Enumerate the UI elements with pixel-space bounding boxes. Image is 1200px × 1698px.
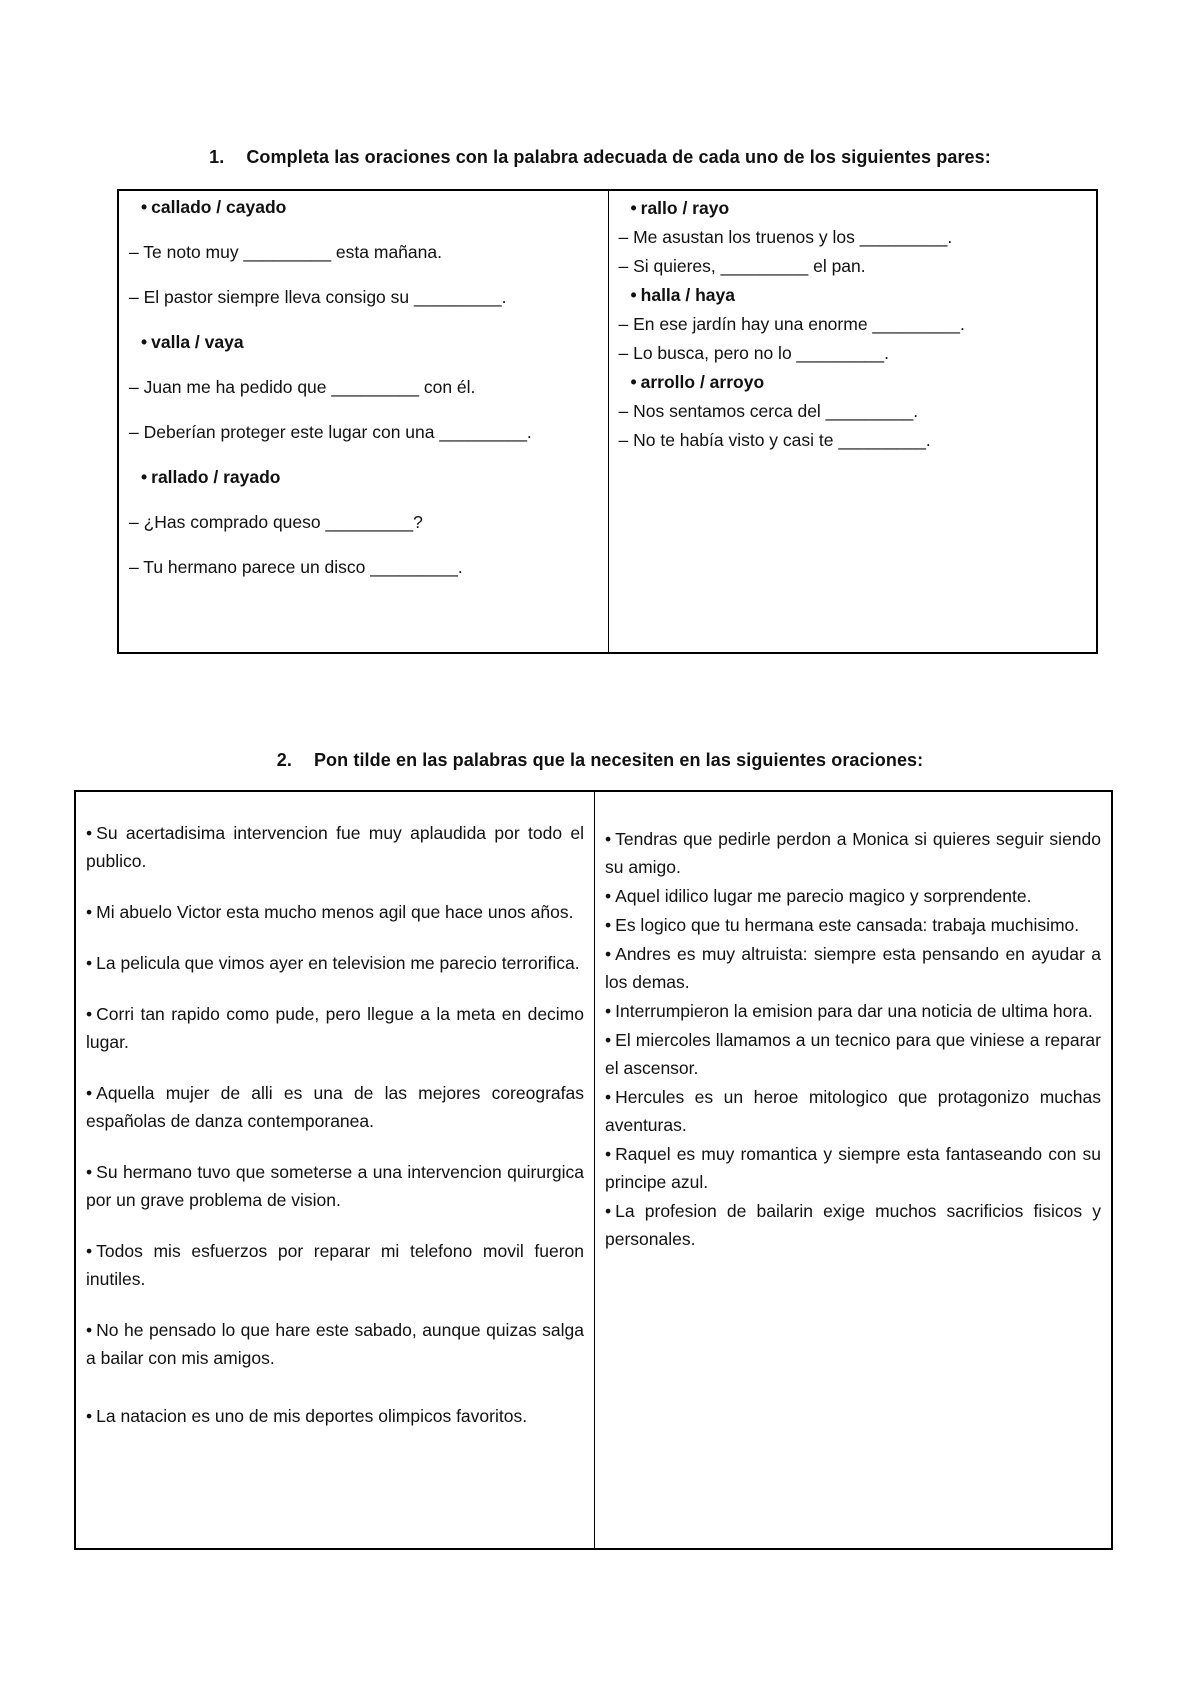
word-pair-label bbox=[129, 194, 598, 221]
accent-sentence-text: Andres es muy altruista: siempre esta pensando en ayudar a los demas. bbox=[605, 944, 1101, 992]
exercise-2-title: Pon tilde en las palabras que la necesiten en las siguientes oraciones: bbox=[313, 750, 924, 770]
bullet-icon: • bbox=[86, 902, 93, 922]
accent-sentence-text: La pelicula que vimos ayer en television me parecio terrorifica. bbox=[96, 953, 580, 973]
accent-sentence bbox=[86, 1316, 584, 1372]
accent-sentence bbox=[605, 911, 1101, 939]
bullet-icon: • bbox=[605, 915, 612, 935]
bullet-icon: • bbox=[141, 467, 148, 487]
fill-blank-sentence: – Deberían proteger este lugar con una _________. bbox=[129, 422, 532, 442]
fill-blank-sentence: – El pastor siempre lleva consigo su _________. bbox=[129, 287, 507, 307]
accent-sentence-text: La natacion es uno de mis deportes olimpicos favoritos. bbox=[96, 1406, 528, 1426]
exercise-2-table bbox=[74, 790, 1113, 1550]
word-pair-label bbox=[129, 464, 598, 491]
fill-blank-sentence: – En ese jardín hay una enorme _________. bbox=[618, 314, 965, 334]
accent-sentence bbox=[86, 898, 584, 926]
bullet-icon: • bbox=[630, 285, 637, 305]
accent-sentence-text: Tendras que pedirle perdon a Monica si quieres seguir siendo su amigo. bbox=[605, 829, 1101, 877]
word-pair-label bbox=[619, 281, 1087, 310]
accent-sentence-text: La profesion de bailarin exige muchos sacrificios fisicos y personales. bbox=[605, 1201, 1101, 1249]
bullet-icon: • bbox=[141, 332, 148, 352]
accent-sentence bbox=[86, 1237, 584, 1293]
word-pair-text: valla / vaya bbox=[151, 332, 244, 352]
exercise-1-left-column bbox=[119, 191, 608, 652]
bullet-icon: • bbox=[86, 1241, 93, 1261]
accent-sentence bbox=[605, 940, 1101, 996]
accent-sentence-text: Interrumpieron la emision para dar una noticia de ultima hora. bbox=[615, 1001, 1093, 1021]
accent-sentence bbox=[605, 1026, 1101, 1082]
fill-blank-sentence: – Me asustan los truenos y los _________. bbox=[618, 227, 953, 247]
word-pair-label bbox=[129, 329, 598, 356]
accent-sentence-text: Es logico que tu hermana este cansada: trabaja muchisimo. bbox=[615, 915, 1080, 935]
fill-blank-sentence: – Si quieres, _________ el pan. bbox=[618, 256, 866, 276]
word-pair-label bbox=[619, 194, 1087, 223]
bullet-icon: • bbox=[605, 829, 612, 849]
exercise-1-table bbox=[117, 189, 1098, 654]
exercise-1-heading bbox=[0, 147, 1200, 168]
exercise-2-right-column bbox=[594, 792, 1111, 1548]
bullet-icon: • bbox=[605, 886, 612, 906]
accent-sentence-text: Su acertadisima intervencion fue muy aplaudida por todo el publico. bbox=[86, 823, 584, 871]
word-pair-label bbox=[619, 368, 1087, 397]
bullet-icon: • bbox=[86, 1406, 93, 1426]
fill-blank-sentence: – Nos sentamos cerca del _________. bbox=[618, 401, 919, 421]
exercise-1-right-column bbox=[608, 191, 1097, 652]
accent-sentence-text: Raquel es muy romantica y siempre esta fantaseando con su principe azul. bbox=[605, 1144, 1101, 1192]
bullet-icon: • bbox=[86, 1320, 93, 1340]
accent-sentence bbox=[605, 825, 1101, 881]
bullet-icon: • bbox=[605, 1144, 612, 1164]
word-pair-text: arrollo / arroyo bbox=[640, 372, 765, 392]
word-pair-text: rallado / rayado bbox=[151, 467, 281, 487]
accent-sentence-text: El miercoles llamamos a un tecnico para que viniese a reparar el ascensor. bbox=[605, 1030, 1101, 1078]
bullet-icon: • bbox=[141, 197, 148, 217]
bullet-icon: • bbox=[86, 1083, 93, 1103]
exercise-2-heading bbox=[0, 750, 1200, 771]
accent-sentence-text: Todos mis esfuerzos por reparar mi telefono movil fueron inutiles. bbox=[86, 1241, 584, 1289]
word-pair-text: rallo / rayo bbox=[640, 198, 730, 218]
bullet-icon: • bbox=[605, 1087, 612, 1107]
fill-blank-sentence: – Te noto muy _________ esta mañana. bbox=[129, 242, 442, 262]
bullet-icon: • bbox=[605, 1201, 612, 1221]
fill-blank-sentence: – No te había visto y casi te _________. bbox=[618, 430, 931, 450]
accent-sentence bbox=[86, 1000, 584, 1056]
fill-blank-sentence: – Lo busca, pero no lo _________. bbox=[618, 343, 889, 363]
word-pair-text: callado / cayado bbox=[151, 197, 287, 217]
accent-sentence-text: Corri tan rapido como pude, pero llegue a la meta en decimo lugar. bbox=[86, 1004, 584, 1052]
accent-sentence bbox=[605, 1140, 1101, 1196]
accent-sentence bbox=[86, 949, 584, 977]
accent-sentence bbox=[605, 997, 1101, 1025]
accent-sentence-text: No he pensado lo que hare este sabado, aunque quizas salga a bailar con mis amigos. bbox=[86, 1320, 584, 1368]
fill-blank-sentence: – Tu hermano parece un disco _________. bbox=[129, 557, 463, 577]
bullet-icon: • bbox=[86, 823, 93, 843]
exercise-1-number: 1. bbox=[209, 147, 225, 167]
exercise-2-left-column bbox=[76, 792, 594, 1548]
accent-sentence bbox=[605, 1197, 1101, 1253]
accent-sentence bbox=[86, 1079, 584, 1135]
accent-sentence-text: Hercules es un heroe mitologico que protagonizo muchas aventuras. bbox=[605, 1087, 1101, 1135]
accent-sentence bbox=[605, 1083, 1101, 1139]
accent-sentence bbox=[86, 1158, 584, 1214]
accent-sentence bbox=[86, 819, 584, 875]
bullet-icon: • bbox=[630, 372, 637, 392]
exercise-1-title: Completa las oraciones con la palabra adecuada de cada uno de los siguientes pares: bbox=[246, 147, 991, 167]
accent-sentence-text: Su hermano tuvo que someterse a una intervencion quirurgica por un grave problema de vision. bbox=[86, 1162, 584, 1210]
fill-blank-sentence: – ¿Has comprado queso _________? bbox=[129, 512, 423, 532]
accent-sentence bbox=[86, 1402, 584, 1430]
exercise-2-number: 2. bbox=[276, 750, 292, 770]
accent-sentence-text: Aquella mujer de alli es una de las mejores coreografas españolas de danza contemporanea. bbox=[86, 1083, 584, 1131]
accent-sentence bbox=[605, 882, 1101, 910]
bullet-icon: • bbox=[605, 944, 612, 964]
fill-blank-sentence: – Juan me ha pedido que _________ con él. bbox=[129, 377, 476, 397]
bullet-icon: • bbox=[630, 198, 637, 218]
bullet-icon: • bbox=[86, 953, 93, 973]
accent-sentence-text: Mi abuelo Victor esta mucho menos agil que hace unos años. bbox=[96, 902, 574, 922]
accent-sentence-text: Aquel idilico lugar me parecio magico y sorprendente. bbox=[615, 886, 1032, 906]
bullet-icon: • bbox=[605, 1001, 612, 1021]
word-pair-text: halla / haya bbox=[640, 285, 735, 305]
bullet-icon: • bbox=[86, 1162, 93, 1182]
bullet-icon: • bbox=[605, 1030, 612, 1050]
bullet-icon: • bbox=[86, 1004, 93, 1024]
